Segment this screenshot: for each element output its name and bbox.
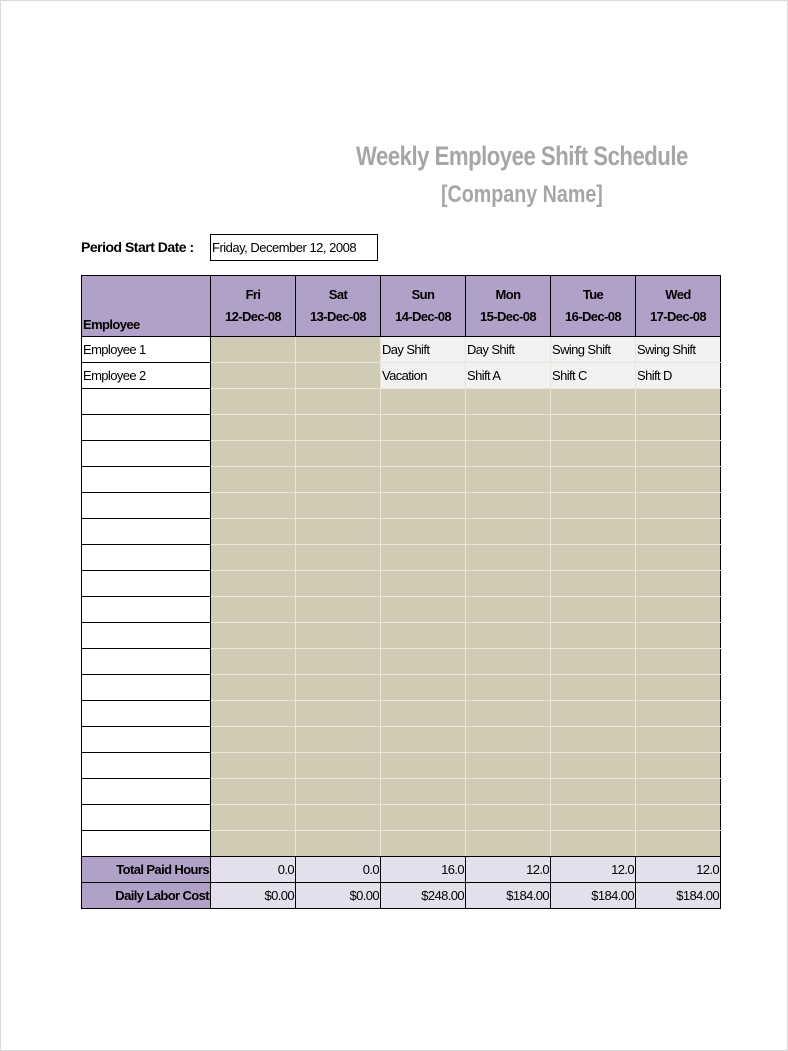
- employee-name-cell[interactable]: [82, 519, 211, 545]
- day-date: 14-Dec-08: [394, 309, 452, 324]
- employee-name-cell[interactable]: Employee 2: [82, 363, 211, 389]
- employee-name-cell[interactable]: [82, 493, 211, 519]
- shift-cell[interactable]: [211, 363, 296, 389]
- shift-cell[interactable]: Shift A: [466, 363, 551, 389]
- daily-labor-cost-row-value: $184.00: [636, 883, 721, 909]
- shift-cell[interactable]: [466, 519, 551, 545]
- shift-cell[interactable]: [211, 415, 296, 441]
- employee-name-cell[interactable]: [82, 831, 211, 857]
- shift-cell[interactable]: [466, 779, 551, 805]
- shift-cell[interactable]: [466, 571, 551, 597]
- shift-cell[interactable]: [211, 545, 296, 571]
- shift-cell[interactable]: [636, 545, 721, 571]
- shift-cell[interactable]: [381, 571, 466, 597]
- shift-cell[interactable]: [551, 571, 636, 597]
- daily-labor-cost-row-label: Daily Labor Cost: [82, 883, 211, 909]
- shift-cell[interactable]: [296, 441, 381, 467]
- shift-cell[interactable]: [636, 649, 721, 675]
- shift-cell[interactable]: [211, 597, 296, 623]
- shift-cell[interactable]: [381, 597, 466, 623]
- table-row: [82, 701, 721, 727]
- employee-name-cell[interactable]: [82, 649, 211, 675]
- employee-name-cell[interactable]: [82, 571, 211, 597]
- shift-cell[interactable]: [296, 493, 381, 519]
- shift-cell[interactable]: [551, 519, 636, 545]
- day-name: Sun: [411, 287, 435, 302]
- shift-cell[interactable]: [636, 519, 721, 545]
- shift-cell[interactable]: [466, 831, 551, 857]
- table-row: [82, 623, 721, 649]
- shift-cell[interactable]: [381, 753, 466, 779]
- period-start-date-field[interactable]: Friday, December 12, 2008: [210, 234, 378, 261]
- shift-cell[interactable]: [636, 805, 721, 831]
- table-row: [82, 753, 721, 779]
- total-paid-hours-row-label: Total Paid Hours: [82, 857, 211, 883]
- day-date: 12-Dec-08: [224, 309, 282, 324]
- table-header-row: [82, 276, 721, 337]
- daily-labor-cost-row-value: $184.00: [466, 883, 551, 909]
- shift-cell[interactable]: [296, 415, 381, 441]
- shift-cell[interactable]: [211, 831, 296, 857]
- shift-cell[interactable]: [211, 571, 296, 597]
- shift-cell[interactable]: [466, 805, 551, 831]
- employee-name-cell[interactable]: [82, 623, 211, 649]
- table-row: [82, 519, 721, 545]
- table-row: [82, 597, 721, 623]
- shift-cell[interactable]: Shift C: [551, 363, 636, 389]
- shift-cell[interactable]: [551, 805, 636, 831]
- shift-cell[interactable]: [381, 623, 466, 649]
- shift-cell[interactable]: Swing Shift: [551, 337, 636, 363]
- total-paid-hours-row-value: 12.0: [551, 857, 636, 883]
- shift-cell[interactable]: [466, 389, 551, 415]
- shift-cell[interactable]: [211, 441, 296, 467]
- employee-name-cell[interactable]: [82, 467, 211, 493]
- shift-cell[interactable]: [296, 337, 381, 363]
- period-start-label: Period Start Date :: [81, 239, 194, 255]
- shift-cell[interactable]: [381, 493, 466, 519]
- table-row: [82, 571, 721, 597]
- shift-cell[interactable]: [636, 389, 721, 415]
- shift-cell[interactable]: [381, 805, 466, 831]
- table-row: [82, 389, 721, 415]
- shift-cell[interactable]: [211, 467, 296, 493]
- company-name: [Company Name]: [441, 181, 603, 208]
- employee-name-cell[interactable]: [82, 597, 211, 623]
- shift-cell[interactable]: [636, 753, 721, 779]
- employee-column-header: Employee: [82, 276, 211, 337]
- shift-cell[interactable]: [381, 649, 466, 675]
- shift-cell[interactable]: [211, 389, 296, 415]
- shift-cell[interactable]: [551, 779, 636, 805]
- shift-cell[interactable]: [211, 675, 296, 701]
- shift-cell[interactable]: [381, 441, 466, 467]
- shift-cell[interactable]: [466, 441, 551, 467]
- day-name: Wed: [665, 287, 691, 302]
- day-column-header: [211, 276, 296, 337]
- shift-cell[interactable]: [381, 701, 466, 727]
- shift-cell[interactable]: [296, 623, 381, 649]
- shift-cell[interactable]: [381, 675, 466, 701]
- shift-cell[interactable]: [636, 441, 721, 467]
- employee-name-cell[interactable]: [82, 727, 211, 753]
- shift-cell[interactable]: [466, 753, 551, 779]
- shift-cell[interactable]: [381, 415, 466, 441]
- employee-name-cell[interactable]: Employee 1: [82, 337, 211, 363]
- shift-cell[interactable]: [551, 753, 636, 779]
- shift-cell[interactable]: [636, 779, 721, 805]
- day-name: Tue: [582, 287, 604, 302]
- shift-cell[interactable]: [551, 467, 636, 493]
- shift-cell[interactable]: [466, 545, 551, 571]
- employee-name-cell[interactable]: [82, 701, 211, 727]
- shift-cell[interactable]: [381, 831, 466, 857]
- shift-cell[interactable]: [211, 805, 296, 831]
- shift-cell[interactable]: [211, 701, 296, 727]
- shift-cell[interactable]: [636, 701, 721, 727]
- shift-cell[interactable]: [466, 415, 551, 441]
- employee-name-cell[interactable]: [82, 545, 211, 571]
- employee-name-cell[interactable]: [82, 415, 211, 441]
- daily-labor-cost-row-value: $0.00: [296, 883, 381, 909]
- shift-cell[interactable]: [296, 701, 381, 727]
- shift-cell[interactable]: [636, 675, 721, 701]
- shift-cell[interactable]: [466, 467, 551, 493]
- shift-cell[interactable]: Swing Shift: [636, 337, 721, 363]
- total-paid-hours-row-value: 12.0: [636, 857, 721, 883]
- shift-cell[interactable]: Day Shift: [381, 337, 466, 363]
- table-row: [82, 467, 721, 493]
- shift-cell[interactable]: [551, 675, 636, 701]
- table-row: [82, 493, 721, 519]
- shift-cell[interactable]: [551, 623, 636, 649]
- table-row: [82, 805, 721, 831]
- table-row: [82, 337, 721, 363]
- shift-cell[interactable]: [551, 441, 636, 467]
- shift-cell[interactable]: [466, 493, 551, 519]
- shift-cell[interactable]: [296, 571, 381, 597]
- shift-cell[interactable]: [636, 727, 721, 753]
- shift-schedule-table: [81, 275, 721, 909]
- shift-cell[interactable]: [466, 623, 551, 649]
- shift-cell[interactable]: [551, 389, 636, 415]
- shift-cell[interactable]: [551, 597, 636, 623]
- shift-cell[interactable]: [551, 415, 636, 441]
- shift-cell[interactable]: [466, 649, 551, 675]
- day-column-header: [636, 276, 721, 337]
- shift-cell[interactable]: [381, 727, 466, 753]
- employee-name-cell[interactable]: [82, 675, 211, 701]
- total-paid-hours-row-value: 0.0: [296, 857, 381, 883]
- day-column-header: [381, 276, 466, 337]
- table-row: [82, 831, 721, 857]
- daily-labor-cost-row: [82, 883, 721, 909]
- shift-cell[interactable]: [381, 779, 466, 805]
- table-row: [82, 441, 721, 467]
- shift-cell[interactable]: [296, 545, 381, 571]
- total-paid-hours-row-value: 12.0: [466, 857, 551, 883]
- daily-labor-cost-row-value: $0.00: [211, 883, 296, 909]
- shift-cell[interactable]: Vacation: [381, 363, 466, 389]
- day-column-header: [466, 276, 551, 337]
- shift-cell[interactable]: [381, 519, 466, 545]
- shift-cell[interactable]: [296, 649, 381, 675]
- daily-labor-cost-row-value: $184.00: [551, 883, 636, 909]
- shift-cell[interactable]: [211, 519, 296, 545]
- employee-name-cell[interactable]: [82, 779, 211, 805]
- shift-cell[interactable]: [466, 597, 551, 623]
- shift-cell[interactable]: [211, 493, 296, 519]
- shift-cell[interactable]: [296, 779, 381, 805]
- table-row: [82, 545, 721, 571]
- shift-cell[interactable]: Shift D: [636, 363, 721, 389]
- shift-cell[interactable]: [636, 493, 721, 519]
- shift-cell[interactable]: [466, 675, 551, 701]
- table-row: [82, 779, 721, 805]
- shift-cell[interactable]: [211, 727, 296, 753]
- table-row: [82, 675, 721, 701]
- day-name: Sat: [328, 287, 348, 302]
- day-date: 13-Dec-08: [309, 309, 367, 324]
- shift-cell[interactable]: [296, 831, 381, 857]
- page-title: Weekly Employee Shift Schedule: [356, 141, 688, 171]
- employee-name-cell[interactable]: [82, 805, 211, 831]
- shift-cell[interactable]: [551, 545, 636, 571]
- table-row: [82, 649, 721, 675]
- shift-cell[interactable]: [296, 467, 381, 493]
- table-row: [82, 415, 721, 441]
- shift-cell[interactable]: [381, 389, 466, 415]
- shift-cell[interactable]: [211, 623, 296, 649]
- shift-cell[interactable]: [466, 701, 551, 727]
- shift-cell[interactable]: [211, 337, 296, 363]
- shift-cell[interactable]: [551, 727, 636, 753]
- shift-cell[interactable]: [296, 753, 381, 779]
- day-name: Mon: [495, 287, 521, 302]
- shift-cell[interactable]: Day Shift: [466, 337, 551, 363]
- employee-name-cell[interactable]: [82, 389, 211, 415]
- shift-cell[interactable]: [551, 831, 636, 857]
- table-row: [82, 363, 721, 389]
- total-paid-hours-row: [82, 857, 721, 883]
- day-name: Fri: [245, 287, 261, 302]
- shift-cell[interactable]: [381, 467, 466, 493]
- employee-name-cell[interactable]: [82, 441, 211, 467]
- shift-cell[interactable]: [381, 545, 466, 571]
- daily-labor-cost-row-value: $248.00: [381, 883, 466, 909]
- shift-cell[interactable]: [296, 805, 381, 831]
- shift-cell[interactable]: [296, 597, 381, 623]
- shift-cell[interactable]: [466, 727, 551, 753]
- shift-cell[interactable]: [636, 623, 721, 649]
- day-date: 16-Dec-08: [564, 309, 622, 324]
- shift-cell[interactable]: [296, 727, 381, 753]
- shift-cell[interactable]: [636, 571, 721, 597]
- shift-cell[interactable]: [636, 467, 721, 493]
- shift-cell[interactable]: [636, 415, 721, 441]
- shift-cell[interactable]: [296, 675, 381, 701]
- day-column-header: [551, 276, 636, 337]
- employee-name-cell[interactable]: [82, 753, 211, 779]
- table-row: [82, 727, 721, 753]
- total-paid-hours-row-value: 0.0: [211, 857, 296, 883]
- shift-cell[interactable]: [296, 389, 381, 415]
- shift-cell[interactable]: [296, 363, 381, 389]
- shift-cell[interactable]: [211, 649, 296, 675]
- shift-cell[interactable]: [551, 493, 636, 519]
- shift-cell[interactable]: [636, 597, 721, 623]
- total-paid-hours-row-value: 16.0: [381, 857, 466, 883]
- day-column-header: [296, 276, 381, 337]
- shift-cell[interactable]: [211, 779, 296, 805]
- shift-cell[interactable]: [551, 701, 636, 727]
- day-date: 15-Dec-08: [479, 309, 537, 324]
- shift-cell[interactable]: [636, 831, 721, 857]
- day-date: 17-Dec-08: [649, 309, 707, 324]
- shift-cell[interactable]: [211, 753, 296, 779]
- shift-cell[interactable]: [296, 519, 381, 545]
- shift-cell[interactable]: [551, 649, 636, 675]
